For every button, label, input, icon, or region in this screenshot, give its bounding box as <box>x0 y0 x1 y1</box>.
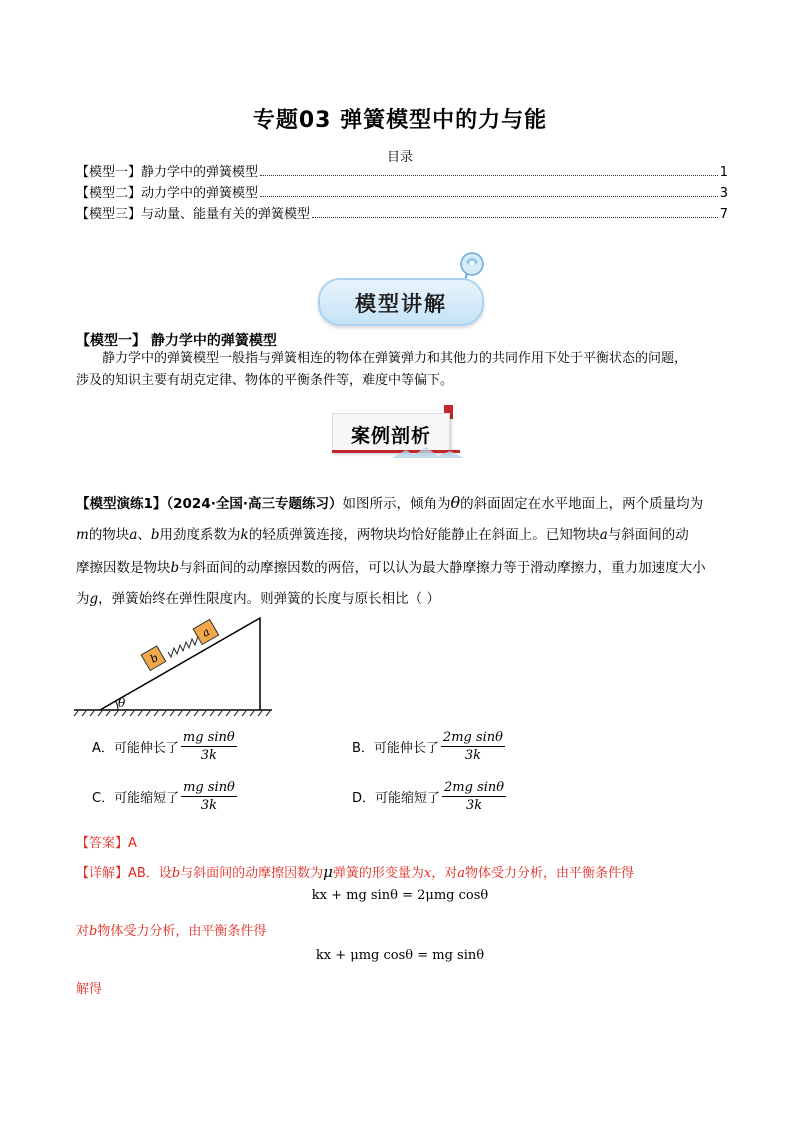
block-b-symbol: b <box>150 527 160 543</box>
problem-text: 摩擦因数是物块 <box>76 560 171 576</box>
problem-text: ，弹簧始终在弹性限度内。则弹簧的长度与原长相比（ ） <box>98 591 440 607</box>
problem-text: 与斜面间的动 <box>607 527 689 543</box>
section-paragraph-line2: 涉及的知识主要有胡克定律、物体的平衡条件等，难度中等偏下。 <box>76 373 454 388</box>
gravity-symbol: g <box>89 591 99 607</box>
toc-page-number: 1 <box>719 165 728 180</box>
toc-page-number: 3 <box>719 186 728 201</box>
option-label: A．可能伸长了 <box>92 741 179 756</box>
toc-entry-model1[interactable] <box>76 162 728 180</box>
toc-entry-model3[interactable] <box>76 204 728 222</box>
mass-symbol: m <box>76 527 89 543</box>
answer: 【答案】A <box>76 836 137 851</box>
detail-line-1: 【详解】AB．设b与斜面间的动摩擦因数为μ弹簧的形变量为x，对a物体受力分析，由平衡条件得 <box>76 863 635 881</box>
block-a-symbol: a <box>599 527 608 543</box>
problem-text: 如图所示，倾角为 <box>342 496 451 512</box>
spring-constant-symbol: k <box>240 527 249 543</box>
option-c[interactable] <box>92 780 237 813</box>
option-fraction: $\frac{\text{mg sinθ}}{3k}$ <box>183 780 235 813</box>
problem-text: 的斜面固定在水平地面上，两个质量均为 <box>460 496 704 512</box>
svg-text:a: a <box>199 625 213 640</box>
toc-label: 【模型一】静力学中的弹簧模型 <box>76 165 259 180</box>
block-a-symbol: a <box>129 527 138 543</box>
toc-leader <box>260 196 718 197</box>
section-title-model1: 【模型一】 静力学中的弹簧模型 <box>76 333 277 349</box>
case-banner-label: 案例剖析 <box>350 425 431 447</box>
angle-label: θ <box>118 696 126 710</box>
incline-figure <box>72 610 282 720</box>
block-b-symbol: b <box>170 560 180 576</box>
option-label: D．可能缩短了 <box>352 791 441 806</box>
option-label: B．可能伸长了 <box>352 741 439 756</box>
problem-line-3 <box>76 552 736 585</box>
block-b <box>141 646 166 671</box>
section-paragraph-line1: 静力学中的弹簧模型一般指与弹簧相连的物体在弹簧弹力和其他力的共同作用下处于平衡状态的问题， <box>102 351 688 366</box>
separator: 、 <box>137 527 151 543</box>
problem-lead: 【模型演练1】（2024·全国·高三专题练习） <box>76 496 343 512</box>
block-a <box>193 619 218 644</box>
equation-2: kx + μmg cosθ = mg sinθ <box>315 948 485 963</box>
banner-label: 模型讲解 <box>355 292 447 316</box>
toc-page-number: 7 <box>719 207 728 222</box>
toc-leader <box>260 175 718 176</box>
problem-text: 与斜面间的动摩擦因数的两倍，可以认为最大静摩擦力等于滑动摩擦力，重力加速度大小 <box>179 560 706 576</box>
toc-leader <box>312 217 718 218</box>
toc-label: 【模型二】动力学中的弹簧模型 <box>76 186 259 201</box>
option-fraction: $\frac{\text{mg sinθ}}{3k}$ <box>182 730 235 763</box>
equation-1: kx + mg sinθ = 2μmg cosθ <box>311 888 489 903</box>
theta-symbol: θ <box>450 493 461 512</box>
toc-entry-model2[interactable] <box>76 183 728 201</box>
problem-line-2 <box>76 519 736 552</box>
option-d[interactable] <box>352 780 506 813</box>
detail-line-2: 对b物体受力分析，由平衡条件得 <box>76 924 267 939</box>
problem-text: 为 <box>76 591 90 607</box>
option-b[interactable] <box>352 730 505 763</box>
toc-label: 【模型三】与动量、能量有关的弹簧模型 <box>76 207 311 222</box>
problem-text: 用劲度系数为 <box>159 527 241 543</box>
option-a[interactable] <box>92 730 237 763</box>
mountain-decoration-icon <box>392 446 472 460</box>
solve-label: 解得 <box>76 982 103 997</box>
option-fraction: $\frac{\text{2mg sinθ}}{3k}$ <box>442 730 504 763</box>
problem-text: 的物块 <box>88 527 130 543</box>
option-fraction: $\frac{\text{2mg sinθ}}{3k}$ <box>444 780 505 813</box>
document-title: 专题03 弹簧模型中的力与能 <box>252 108 548 133</box>
toc-heading: 目录 <box>386 150 413 165</box>
problem-text: 的轻质弹簧连接，两物块均恰好能静止在斜面上。已知物块 <box>248 527 600 543</box>
model-explanation-banner <box>318 278 484 326</box>
svg-text:b: b <box>147 650 161 666</box>
problem-line-1 <box>76 486 736 521</box>
option-label: C．可能缩短了 <box>92 791 180 806</box>
